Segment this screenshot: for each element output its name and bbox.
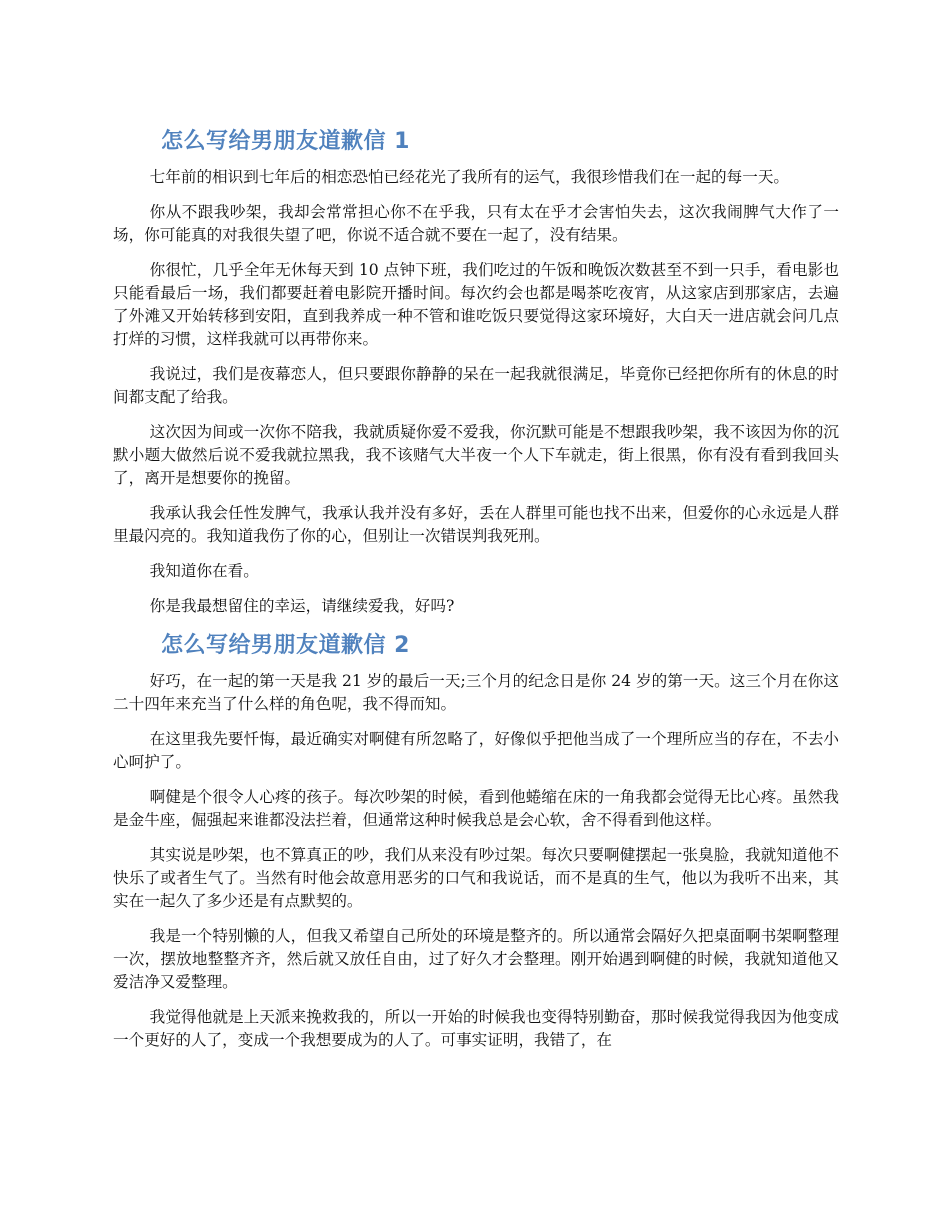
paragraph: 我承认我会任性发脾气，我承认我并没有多好，丢在人群里可能也找不出来，但爱你的心永远是人群里最闪亮的。我知道我伤了你的心，但别让一次错误判我死刑。 <box>113 504 839 545</box>
paragraph: 你从不跟我吵架，我却会常常担心你不在乎我，只有太在乎才会害怕失去，这次我闹脾气大作了一场，你可能真的对我很失望了吧，你说不适合就不要在一起了，没有结果。 <box>113 203 839 244</box>
paragraph: 在这里我先要忏悔，最近确实对啊健有所忽略了，好像似乎把他当成了一个理所应当的存在，不去小心呵护了。 <box>113 730 839 771</box>
paragraph: 啊健是个很令人心疼的孩子。每次吵架的时候，看到他蜷缩在床的一角我都会觉得无比心疼。虽然我是金牛座，倔强起来谁都没法拦着，但通常这种时候我总是会心软，舍不得看到他这样。 <box>113 788 839 829</box>
document-body <box>113 126 839 1064</box>
section-heading: 怎么写给男朋友道歉信 1 <box>161 129 410 154</box>
paragraph: 你很忙，几乎全年无休每天到 10 点钟下班，我们吃过的午饭和晚饭次数甚至不到一只手，看电影也只能看最后一场，我们都要赶着电影院开播时间。每次约会也都是喝茶吃夜宵，从这家店到那家店，去遍了外滩又开始转移到安阳，直到我养成一种不管和谁吃饭只要觉得这家环境好，大白天一进店就会问几点打烊的习惯，这样我就可以再带你来。 <box>113 261 839 348</box>
paragraph: 我知道你在看。 <box>149 562 259 580</box>
paragraph: 你是我最想留住的幸运，请继续爱我，好吗? <box>149 597 455 615</box>
paragraph: 我说过，我们是夜幕恋人，但只要跟你静静的呆在一起我就很满足，毕竟你已经把你所有的休息的时间都支配了给我。 <box>113 365 839 406</box>
section-heading: 怎么写给男朋友道歉信 2 <box>161 633 410 658</box>
paragraph: 好巧，在一起的第一天是我 21 岁的最后一天;三个月的纪念日是你 24 岁的第一天。这三个月在你这二十四年来充当了什么样的角色呢，我不得而知。 <box>113 672 839 713</box>
paragraph: 这次因为间或一次你不陪我，我就质疑你爱不爱我，你沉默可能是不想跟我吵架，我不该因为你的沉默小题大做然后说不爱我就拉黑我，我不该赌气大半夜一个人下车就走，街上很黑，你有没有看到我回头了，离开是想要你的挽留。 <box>113 423 839 487</box>
paragraph: 其实说是吵架，也不算真正的吵，我们从来没有吵过架。每次只要啊健摆起一张臭脸，我就知道他不快乐了或者生气了。当然有时他会故意用恶劣的口气和我说话，而不是真的生气，他以为我听不出来，其实在一起久了多少还是有点默契的。 <box>113 846 839 910</box>
paragraph: 七年前的相识到七年后的相恋恐怕已经花光了我所有的运气，我很珍惜我们在一起的每一天。 <box>149 168 790 186</box>
letter-section-1 <box>113 126 839 618</box>
paragraph: 我觉得他就是上天派来挽救我的，所以一开始的时候我也变得特别勤奋，那时候我觉得我因为他变成一个更好的人了，变成一个我想要成为的人了。可事实证明，我错了，在 <box>113 1008 839 1049</box>
letter-section-2 <box>113 630 839 1052</box>
paragraph: 我是一个特别懒的人，但我又希望自己所处的环境是整齐的。所以通常会隔好久把桌面啊书架啊整理一次，摆放地整整齐齐，然后就又放任自由，过了好久才会整理。刚开始遇到啊健的时候，我就知道他又爱洁净又爱整理。 <box>113 927 839 991</box>
